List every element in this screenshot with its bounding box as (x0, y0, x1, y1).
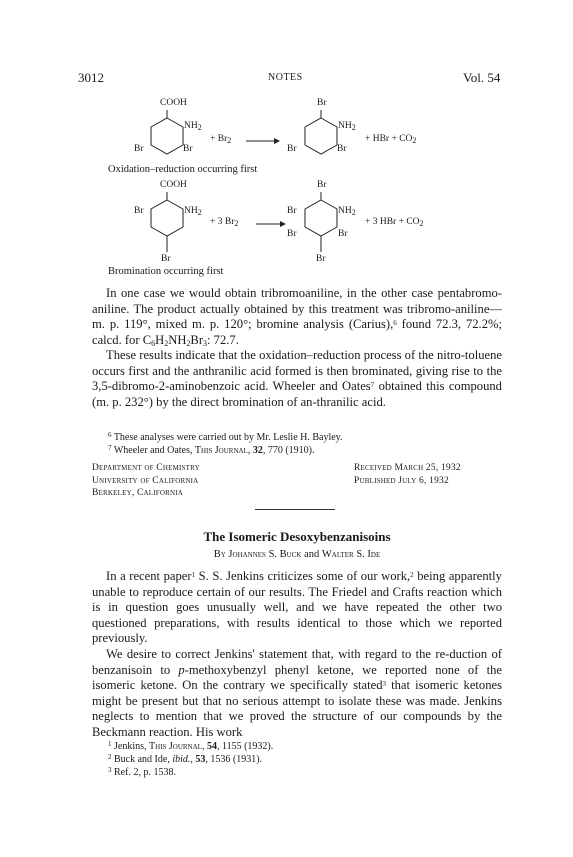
r2-cooh: COOH (160, 180, 187, 190)
footnote-2: $^2$ Buck and Ide, ibid., 53, 1536 (1931). (108, 753, 263, 765)
r2-caption: Bromination occurring first (108, 266, 224, 277)
paragraph-correction: We desire to correct Jenkins' statement that, with regard to the re-duction of benzanisoin to p-methoxybenzyl phenyl ketone, we reported none of the isomeric ketone. On the contrary we specifically stated$^3$ that isomeric ketones might be present but that no serious attempt to isolate these was made. Jenkins neglects to mention that we proved the structure of our compounds by the Beckmann reaction. His work (92, 647, 502, 739)
r2-arrow-icon (256, 220, 286, 228)
r2-product-br-bottom: Br (316, 254, 326, 264)
footnote-1: $^1$ Jenkins, This Journal, 54, 1155 (1932). (108, 740, 274, 752)
affiliation-university: University of California (92, 475, 199, 486)
r2-product-br-lower-left: Br (287, 229, 297, 239)
affiliation (92, 462, 200, 500)
r1-side-products: + HBr + $CO_2$ (365, 134, 417, 145)
volume-label: Vol. 54 (463, 70, 501, 85)
byline: By Johannes S. Buck and Walter S. Ide (213, 549, 381, 560)
r1-product-br-left: Br (287, 144, 297, 154)
page-number: 3012 (78, 70, 104, 85)
author-1: Johannes S. Buck (228, 549, 302, 560)
r1-plus-br2: + $Br_2$ (210, 134, 232, 145)
author-2: Walter S. Ide (321, 549, 381, 560)
affiliation-city: Berkeley, California (92, 488, 184, 498)
r1-br-right: Br (183, 144, 193, 154)
r1-caption: Oxidation–reduction occurring first (108, 164, 258, 175)
r2-plus-3br2: + 3 $Br_2$ (210, 217, 239, 228)
r1-benzene-ring-product (301, 110, 341, 162)
footnote-6: $^6$ These analyses were carried out by Mr. Leslie H. Bayley. (108, 431, 343, 443)
footnote-7: $^7$ Wheeler and Oates, This Journal, 32, 770 (1910). (108, 444, 315, 456)
r1-product-br-top: Br (317, 98, 327, 108)
article-title: The Isomeric Desoxybenzanisoins (203, 529, 391, 544)
r2-product-nh2: $NH_2$ (338, 206, 356, 217)
section-heading: NOTES (268, 72, 303, 83)
paragraph-tribromoaniline: In one case we would obtain tribromoaniline, in the other case pentabromo-aniline. The product actually obtained by this treatment was tribromo-aniline—m. p. 119°, mixed m. p. 120°; bromine analysis (Carius),$^6$ found 72.3, 72.2%; calcd. for $C_6H_2NH_2Br_3$: 72.7. (92, 286, 502, 348)
r2-benzene-ring-product (301, 192, 341, 256)
received-date: Received March 25, 1932 (354, 463, 461, 473)
r1-product-br-right: Br (337, 144, 347, 154)
r1-arrow-icon (246, 137, 280, 145)
r2-benzene-ring-reactant (147, 192, 187, 256)
footnote-3: $^3$ Ref. 2, p. 1538. (108, 766, 176, 778)
r2-product-br-lower-right: Br (338, 229, 348, 239)
paragraph-results: These results indicate that the oxidation–reduction process of the nitro-toluene occurs first and the anthranilic acid formed is then brominated, giving rise to the 3,5-dibromo-2-aminobenzoic acid. Wheeler and Oates$^7$ obtained this compound (m. p. 232°) by the direct bromination of an-thranilic acid. (92, 348, 502, 409)
r1-br-left: Br (134, 144, 144, 154)
paragraph-recent-paper: In a recent paper$^1$ S. S. Jenkins criticizes some of our work,$^2$ being apparently unable to reproduce certain of our results. The Friedel and Crafts reaction which is in question goes unusually well, and we have repeated the other two questioned preparations, with results identical to those which we reported previously. (92, 569, 502, 646)
published-date: Published July 6, 1932 (354, 475, 449, 486)
r1-benzene-ring-reactant (147, 110, 187, 162)
r2-nh2: $NH_2$ (184, 206, 202, 217)
r2-br-bottom: Br (161, 254, 171, 264)
dates (354, 462, 461, 487)
r1-product-nh2: $NH_2$ (338, 121, 356, 132)
r2-product-br-top: Br (317, 180, 327, 190)
affiliation-department: Department of Chemistry (92, 463, 200, 473)
r1-nh2: $NH_2$ (184, 121, 202, 132)
r2-side-products: + 3 HBr + $CO_2$ (365, 217, 424, 228)
r2-product-br-upper-left: Br (287, 206, 297, 216)
r2-br-left: Br (134, 206, 144, 216)
section-divider (255, 509, 335, 510)
r1-cooh: COOH (160, 98, 187, 108)
